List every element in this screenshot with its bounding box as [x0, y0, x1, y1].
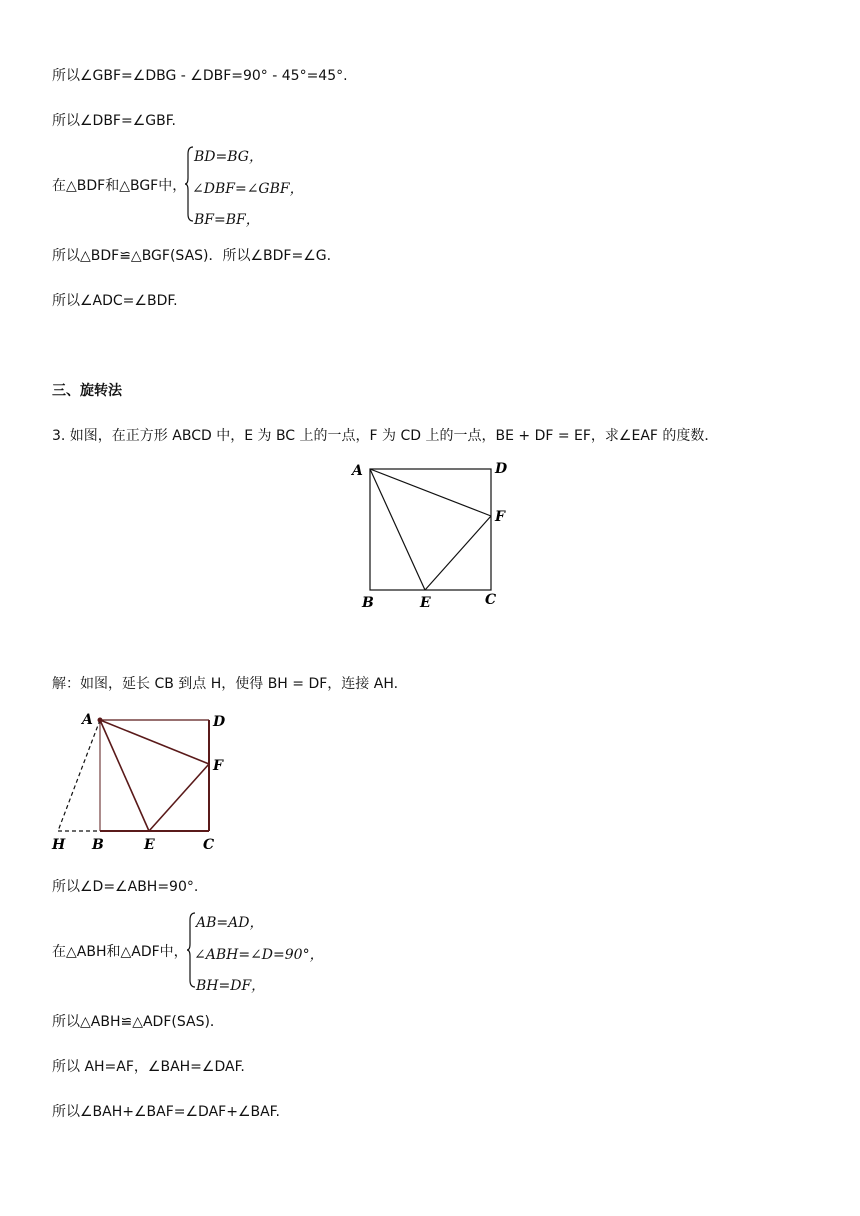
equation-system-2 — [52, 912, 372, 994]
equation-system-1 — [52, 146, 352, 228]
proof-line-6: 所以△ABH≌△ADF(SAS)． — [52, 1014, 224, 1030]
proof-line-3: 所以△BDF≌△BGF(SAS)．所以∠BDF=∠G. — [52, 248, 332, 264]
square-abcd — [370, 469, 491, 590]
label-d: D — [213, 714, 226, 730]
solution-intro: 解：如图，延长 CB 到点 H，使得 BH = DF，连接 AH. — [52, 676, 399, 692]
proof-line-4: 所以∠ADC=∠BDF. — [52, 293, 178, 309]
label-a: A — [82, 712, 93, 728]
label-e: E — [420, 595, 431, 611]
segment-ah-dashed — [58, 720, 100, 831]
label-c: C — [485, 592, 497, 608]
proof-line-7: 所以 AH=AF，∠BAH=∠DAF. — [52, 1059, 245, 1075]
label-d: D — [495, 461, 508, 477]
segment-ef — [149, 764, 209, 831]
system-2-row-1: AB=AD， — [196, 915, 264, 931]
label-a: A — [352, 463, 363, 479]
figure-lines — [370, 469, 491, 590]
system-1-lead: 在△BDF和△BGF中， — [52, 178, 187, 194]
proof-line-8: 所以∠BAH+∠BAF=∠DAF+∠BAF. — [52, 1104, 280, 1120]
label-b: B — [362, 595, 374, 611]
system-2-row-3: BH=DF， — [196, 978, 266, 994]
system-2-row-2: ∠ABH=∠D=90°， — [194, 947, 324, 963]
label-f: F — [213, 758, 223, 774]
proof-line-2: 所以∠DBF=∠GBF. — [52, 113, 176, 129]
proof-line-1: 所以∠GBF=∠DBG - ∠DBF=90° - 45°=45°. — [52, 68, 348, 84]
system-1-row-2: ∠DBF=∠GBF， — [192, 181, 304, 197]
proof-line-5: 所以∠D=∠ABH=90°. — [52, 879, 199, 895]
square-figure — [340, 455, 520, 615]
point-a — [98, 718, 103, 723]
label-e: E — [144, 837, 155, 853]
label-h: H — [52, 837, 66, 853]
segment-ef — [425, 516, 491, 590]
extended-figure — [48, 708, 238, 858]
system-2-lead: 在△ABH和△ADF中， — [52, 944, 188, 960]
system-1-row-3: BF=BF， — [194, 212, 260, 228]
system-1-row-1: BD=BG， — [194, 149, 263, 165]
label-c: C — [203, 837, 215, 853]
problem-statement: 3. 如图，在正方形 ABCD 中，E 为 BC 上的一点，F 为 CD 上的一点，BE + DF = EF，求∠EAF 的度数． — [52, 428, 719, 444]
label-b: B — [92, 837, 104, 853]
label-f: F — [495, 509, 505, 525]
section-heading: 三、旋转法 — [52, 383, 122, 399]
